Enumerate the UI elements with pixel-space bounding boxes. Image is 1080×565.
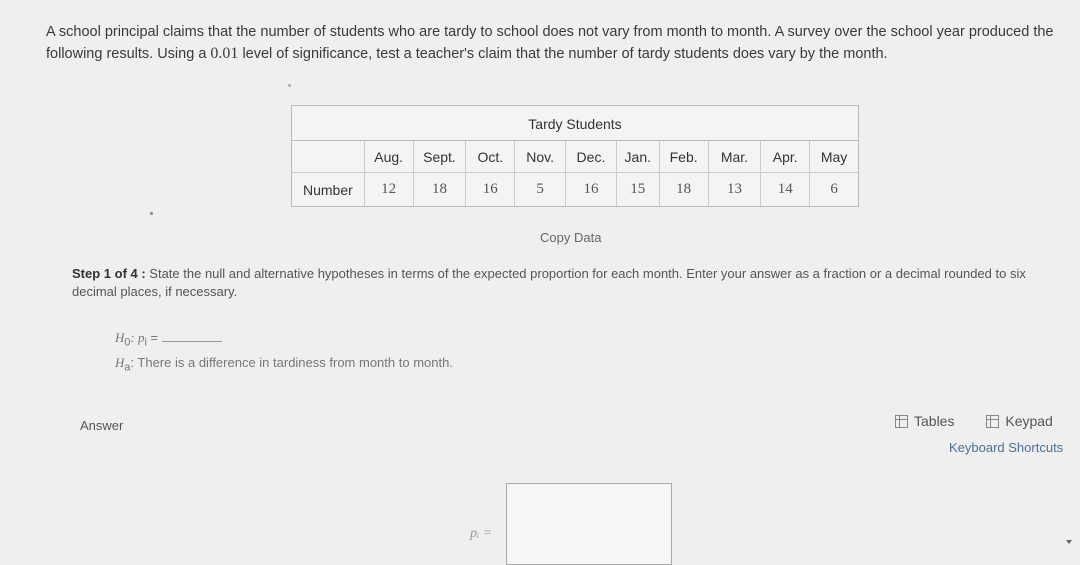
h0-p: : p bbox=[130, 330, 145, 345]
h0-subscript: 0 bbox=[124, 336, 131, 349]
problem-line2-end: level of significance, test a teacher's claim that the number of tardy students does vary by the month. bbox=[238, 46, 888, 62]
header-empty-cell bbox=[292, 141, 365, 172]
copy-data-button[interactable]: Copy Data bbox=[540, 230, 602, 245]
answer-tools bbox=[895, 413, 1053, 431]
header-month: May bbox=[820, 148, 848, 165]
table-cell: 13 bbox=[709, 173, 762, 206]
ha-symbol: H bbox=[115, 354, 125, 370]
header-month: Aug. bbox=[365, 141, 414, 172]
problem-line2-start: following results. Using a bbox=[46, 46, 211, 62]
scroll-down-icon[interactable] bbox=[1066, 540, 1072, 544]
header-month: Jan. bbox=[617, 141, 660, 172]
table-cell: 18 bbox=[660, 173, 709, 206]
keyboard-shortcuts-link[interactable]: Keyboard Shortcuts bbox=[949, 440, 1064, 455]
significance-level: 0.01 bbox=[210, 45, 239, 62]
table-header-row bbox=[292, 141, 858, 173]
h0-equals: = bbox=[146, 330, 159, 345]
hypotheses bbox=[115, 328, 453, 377]
pi-answer-input[interactable] bbox=[506, 483, 672, 565]
step-text: State the null and alternative hypotheses in terms of the expected proportion for each month. Enter your answer as a fraction or a decimal rounded to six decimal places, if necessary. bbox=[72, 266, 1026, 299]
header-month: Oct. bbox=[466, 141, 515, 172]
header-month: Apr. bbox=[761, 141, 810, 172]
problem-line1: A school principal claims that the number of students who are tardy to school does not vary from month to month. A survey over the school year produced the bbox=[46, 24, 1054, 40]
stray-dot bbox=[288, 84, 291, 87]
null-hypothesis bbox=[115, 328, 453, 353]
answer-label: Answer bbox=[80, 418, 124, 433]
header-month: Mar. bbox=[709, 141, 762, 172]
tardy-students-table bbox=[291, 105, 859, 207]
table-title: Tardy Students bbox=[292, 106, 858, 141]
ha-subscript: a bbox=[124, 361, 131, 374]
table-row bbox=[292, 173, 858, 206]
header-month: Feb. bbox=[660, 141, 709, 172]
header-month: Dec. bbox=[566, 141, 617, 172]
stray-dot bbox=[150, 212, 153, 215]
pi-label: pᵢ = bbox=[470, 526, 493, 541]
table-cell: 15 bbox=[617, 173, 660, 206]
header-month: Sept. bbox=[414, 141, 467, 172]
problem-statement bbox=[46, 22, 1066, 65]
table-cell: 16 bbox=[466, 173, 515, 206]
row-label: Number bbox=[292, 173, 365, 206]
keypad-label: Keypad bbox=[1005, 413, 1053, 429]
table-icon bbox=[895, 415, 908, 428]
table-cell: 6 bbox=[830, 181, 838, 197]
h0-blank bbox=[162, 331, 222, 342]
ha-text: : There is a difference in tardiness from month to month. bbox=[130, 354, 453, 370]
tables-button[interactable] bbox=[895, 413, 954, 429]
alternative-hypothesis bbox=[115, 353, 453, 378]
h0-symbol: H bbox=[115, 330, 125, 345]
step-instructions bbox=[72, 265, 1062, 301]
keypad-icon bbox=[986, 415, 999, 428]
header-month: Nov. bbox=[515, 141, 566, 172]
table-cell: 16 bbox=[566, 173, 617, 206]
keypad-button[interactable] bbox=[986, 413, 1052, 429]
table-cell: 18 bbox=[414, 173, 467, 206]
table-cell: 12 bbox=[365, 173, 414, 206]
step-label: Step 1 of 4 : bbox=[72, 266, 146, 281]
table-cell: 5 bbox=[515, 173, 566, 206]
table-cell: 14 bbox=[761, 173, 810, 206]
h0-p-subscript: i bbox=[144, 336, 147, 349]
tables-label: Tables bbox=[914, 413, 955, 429]
